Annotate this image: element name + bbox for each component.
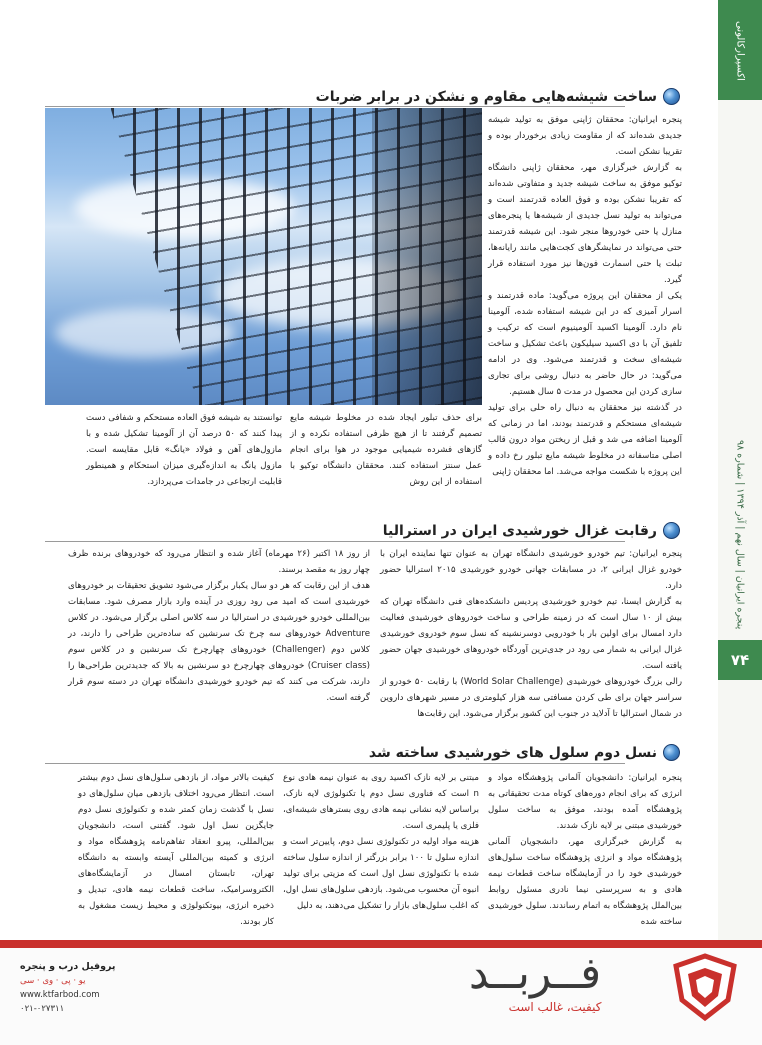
article3-heading bbox=[369, 744, 680, 761]
article3-rule bbox=[45, 763, 625, 764]
brand-logo-text: فــربــد bbox=[468, 948, 602, 999]
footer-accent-band bbox=[0, 940, 762, 948]
paragraph: کیفیت بالاتر مواد، از بازدهی سلول‌های نسل دوم بیشتر است. انتظار می‌رود اختلاف بازدهی میان سلول‌های دو نسل با گذشت زمان کمتر شده و تکنولوژی نسل دوم جایگزین نسل اول شود. گفتنی است، دانشجویان بین‌المللی، پیرو انعقاد تفاهم‌نامه پژوهشگاه مواد و انرژی و کمیته بین‌المللی آیسته وابسته به دانشگاه تهران، تابستان امسال در آزمایشگاه‌های الکتروسرامیک، ساخت قطعات نیمه هادی، تبدیل و ذخیره انرژی، بیوتکنولوژی و محیط زیست مشغول به کار بودند. bbox=[78, 773, 274, 927]
globe-bullet-icon bbox=[663, 522, 680, 539]
article3-col-left bbox=[78, 770, 274, 930]
article1-col-mid: برای حذف تبلور ایجاد شده در مخلوط شیشه مایع تصمیم گرفتند تا از هیچ ظرفی استفاده نکرده و از گازهای فشرده شیمیایی موجود در هوا برای انجام عمل سنتز استفاده کنند. محققان دانشگاه توکیو با استفاده از این روش bbox=[290, 413, 482, 487]
paragraph: مبتنی بر لایه نازک اکسید روی به عنوان نیمه هادی نوع n است که فناوری نسل دوم یا تکنولوژی لایه نازک، براساس لایه نشانی نیمه هادی روی بسترهای شیشه‌ای، فلزی یا پلیمری است. bbox=[283, 773, 479, 831]
brand-tagline: کیفیت، غالب است bbox=[508, 1000, 602, 1014]
paragraph: هزینه مواد اولیه در تکنولوژی نسل دوم، پایین‌تر است و اندازه سلول تا ۱۰۰ برابر بزرگتر از اندازه سلول ساخته شده با تکنولوژی نسل اول است که مزیتی برای تولید انبوه آن محسوب می‌شود. بازدهی سلول‌های نسل اول، که اغلب سلول‌های بازار را تشکیل می‌دهند، به دلیل bbox=[283, 837, 480, 911]
paragraph: پنجره ایرانیان: دانشجویان آلمانی پژوهشگاه مواد و انرژی که برای انجام دوره‌های کوتاه مدت تحقیقاتی به پژوهشگاه آمده بودند، موفق به ساخت سلول خورشیدی مبتنی بر لایه نازک شدند. bbox=[488, 773, 682, 831]
paragraph: پنجره ایرانیان: محققان ژاپنی موفق به تولید شیشه جدیدی شده‌اند که از مقاومت زیادی برخوردار بوده و تقریبا نشکن است. bbox=[488, 115, 682, 157]
running-header: پنجره ایرانیان | سال نهم | آذر ۱۳۹۴ | شماره ۹۸ bbox=[734, 440, 746, 630]
paragraph: هدف از این رقابت که هر دو سال یکبار برگزار می‌شود تشویق تحقیقات بر خودروهای خورشیدی است که امید می رود روزی در آینده وارد بازار مصرف شود. مسابقات بین‌المللی خودرو خورشیدی در استرالیا در سه کلاس اصلی برگزار می‌شود. در کلاس Adventure خودروهای سه چرخ تک سرنشین که ساده‌ترین طراحی را دارند، در کلاس دوم (Challenger) خودروهای چهارچرخ تک سرنشین و در کلاس سوم (Cruiser class) خودروهای چهارچرخ دو سرنشین به بالا که جدیدترین طراحی‌ها را دارند، شرکت می کنند که تیم خودرو خورشیدی دانشگاه تهران در دسته سوم قرار گرفته است. bbox=[68, 581, 371, 703]
article1-heading bbox=[316, 88, 680, 105]
section-label: اکسپرارکالونی bbox=[734, 21, 746, 81]
paragraph: از روز ۱۸ اکتبر (۲۶ مهرماه) آغاز شده و انتظار می‌رود که خودروهای برنده ظرف چهار روز به مقصد برسند. bbox=[68, 549, 371, 575]
advert-contact bbox=[20, 960, 140, 1016]
product-line: پروفیل درب و پنجره bbox=[20, 961, 116, 972]
article2-heading bbox=[383, 522, 680, 539]
farbod-shield-logo-icon bbox=[670, 952, 740, 1022]
article2-col-right bbox=[380, 546, 682, 722]
globe-bullet-icon bbox=[663, 744, 680, 761]
article3-col-right bbox=[488, 770, 682, 930]
glass-building-photo bbox=[45, 108, 482, 405]
paragraph: به گزارش خبرگزاری مهر، دانشجویان آلمانی پژوهشگاه مواد و انرژی پژوهشگاه ساخت سلول‌های خورشیدی خود را در آزمایشگاه ساخت قطعات نیمه هادی و به سرپرستی نیما نادری مسئول روابط بین‌الملل پژوهشگاه به اتمام رساندند. سلول خورشیدی ساخته شده bbox=[488, 837, 682, 927]
page-number: ۷۴ bbox=[718, 640, 762, 680]
paragraph: رالی بزرگ خودروهای خورشیدی (World Solar Challenge) با رقابت ۵۰ خودرو از سراسر جهان برای طی کردن مسافتی سه هزار کیلومتری در مسیر شهرهای داروین در شمال استرالیا تا آدلاید در جنوب این کشور برگزار می‌شود. این رقابت‌ها bbox=[380, 677, 682, 719]
paragraph: در گذشته نیز محققان به دنبال راه حلی برای تولید شیشه‌ای مستحکم و قدرتمند بودند، اما در زمانی که آلومینا اضافه می شد و قبل از ریختن مواد درون قالب اصلی متاسفانه در مخلوط شیشه مایع تبلور رخ داده و این پروژه با شکست مواجه می‌شد. اما محققان ژاپنی bbox=[488, 403, 682, 477]
article3-col-mid bbox=[283, 770, 479, 914]
article1-col-right bbox=[488, 112, 682, 480]
article2-col-left bbox=[68, 546, 370, 706]
product-sub: یو · پی · وی · سی bbox=[20, 976, 86, 986]
paragraph: پنجره ایرانیان: تیم خودرو خورشیدی دانشگاه تهران به عنوان تنها نماینده ایران با خودرو غزال ایرانی ۲، در مسابقات جهانی خودرو خورشیدی ۲۰۱۵ استرالیا حضور دارد. bbox=[380, 549, 682, 591]
article1-title: ساخت شیشه‌هایی مقاوم و نشکن در برابر ضربات bbox=[315, 88, 657, 105]
article3-title: نسل دوم سلول های خورشیدی ساخته شد bbox=[368, 744, 657, 761]
article2-rule bbox=[45, 541, 625, 542]
phone-number: ۰۲۱-۰۲۷۳۱۱ bbox=[20, 1004, 65, 1014]
article1-col-left: توانستند به شیشه فوق العاده مستحکم و شفافی دست پیدا کنند که ۵۰ درصد آن از آلومینا تشکیل شده و با مازول‌های آهن و فولاد «یانگ» قابل مقایسه است. مازول یانگ به اندازه‌گیری میزان استحکام و همینطور قابلیت ارتجاعی در جامدات می‌پردازد. bbox=[86, 413, 282, 487]
article1-rule bbox=[45, 106, 625, 107]
article2-title: رقابت غزال خورشیدی ایران در استرالیا bbox=[382, 522, 657, 539]
paragraph: به گزارش ایسنا، تیم خودرو خورشیدی پردیس دانشکده‌های فنی دانشگاه تهران که بیش از ۱۰ سال است که در زمینه طراحی و ساخت خودروهای خورشیدی فعالیت دارد امسال برای اولین بار با خودرویی دوسرنشینه که نسل سوم خودروی خورشیدی غزال ایرانی به شمار می رود در جدی‌ترین آوردگاه خودروهای خورشیدی جهان حضور یافته است. bbox=[380, 597, 682, 671]
globe-bullet-icon bbox=[663, 88, 680, 105]
website-link[interactable]: www.ktfarbod.com bbox=[20, 990, 100, 1000]
paragraph: به گزارش خبرگزاری مهر، محققان ژاپنی دانشگاه توکیو موفق به ساخت شیشه جدید و متفاوتی شده‌اند که تقریبا نشکن بوده و فوق العاده قدرتمند است و می‌تواند به تولید نسل جدیدی از شیشه‌ها یا پنجره‌های منازل یا حتی خودروها منجر شود. این شیشه قدرتمند حتی می‌تواند در نمایشگرهای کجت‌هایی مانند رایانه‌ها، تبلت یا حتی اسمارت فون‌ها نیز مورد استفاده قرار گیرد. bbox=[488, 163, 682, 285]
paragraph: یکی از محققان این پروژه می‌گوید: ماده قدرتمند و اسرار آمیزی که در این شیشه استفاده شده، آلومینا نام دارد. آلومینا اکسید آلومینیوم است که ترکیب و تلفیق آن با دی اکسید سیلیکون باعث تشکیل و ساخت شیشه‌ای سخت و قدرتمند می‌شود. وی در ادامه می‌گوید: در حال حاضر به دنبال روشی برای تجاری سازی کردن این محصول در مدت ۵ سال هستیم. bbox=[488, 291, 682, 397]
